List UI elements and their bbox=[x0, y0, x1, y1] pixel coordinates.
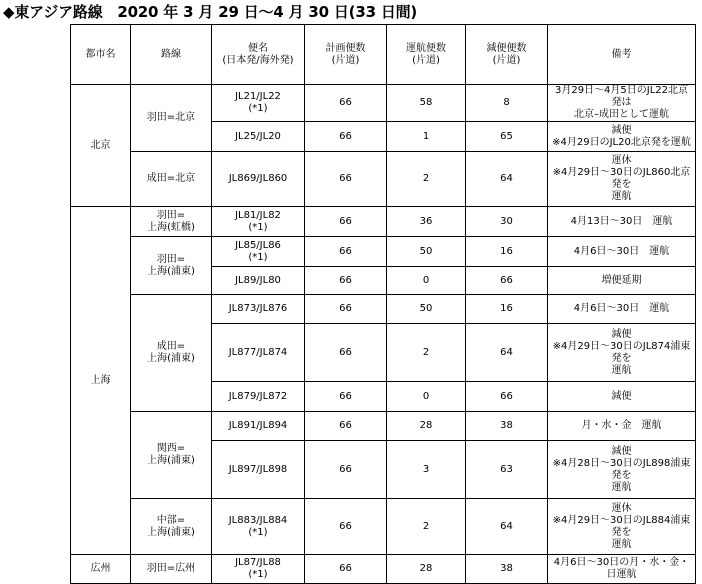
city-cell-guangzhou: 広州 bbox=[71, 555, 131, 584]
table-row bbox=[71, 412, 696, 441]
route-cell: 成田=北京 bbox=[131, 152, 212, 207]
planned-cell: 66 bbox=[305, 499, 387, 555]
table-row bbox=[71, 207, 696, 237]
reduced-cell: 8 bbox=[466, 85, 548, 122]
flight-cell: JL25/JL20 bbox=[212, 122, 305, 152]
header-remarks: 備考 bbox=[548, 25, 696, 85]
flight-cell: JL81/JL82 (*1) bbox=[212, 207, 305, 237]
flight-schedule-table bbox=[70, 24, 696, 584]
flight-cell: JL869/JL860 bbox=[212, 152, 305, 207]
planned-cell: 66 bbox=[305, 295, 387, 324]
flight-cell: JL87/JL88 (*1) bbox=[212, 555, 305, 584]
flight-cell: JL879/JL872 bbox=[212, 382, 305, 412]
operated-cell: 2 bbox=[387, 499, 466, 555]
city-cell-beijing: 北京 bbox=[71, 85, 131, 207]
flight-cell: JL877/JL874 bbox=[212, 324, 305, 382]
route-cell: 羽田=北京 bbox=[131, 85, 212, 152]
flight-cell: JL21/JL22 (*1) bbox=[212, 85, 305, 122]
planned-cell: 66 bbox=[305, 382, 387, 412]
operated-cell: 0 bbox=[387, 267, 466, 295]
operated-cell: 28 bbox=[387, 555, 466, 584]
reduced-cell: 16 bbox=[466, 295, 548, 324]
reduced-cell: 64 bbox=[466, 499, 548, 555]
header-flight: 便名 (日本発/海外発) bbox=[212, 25, 305, 85]
reduced-cell: 63 bbox=[466, 441, 548, 499]
reduced-cell: 16 bbox=[466, 237, 548, 267]
remarks-cell: 3月29日～4月5日のJL22北京発は 北京–成田として運航 bbox=[548, 85, 696, 122]
remarks-cell: 減便 ※4月29日～30日のJL874浦東発を 運航 bbox=[548, 324, 696, 382]
header-route: 路線 bbox=[131, 25, 212, 85]
planned-cell: 66 bbox=[305, 237, 387, 267]
page-title: ◆東アジア路線 2020 年 3 月 29 日～4 月 30 日(33 日間) bbox=[3, 3, 418, 21]
header-row bbox=[71, 25, 696, 85]
remarks-cell: 4月6日～30日の月・水・金・日運航 bbox=[548, 555, 696, 584]
operated-cell: 3 bbox=[387, 441, 466, 499]
operated-cell: 50 bbox=[387, 237, 466, 267]
table-row bbox=[71, 555, 696, 584]
flight-cell: JL85/JL86 (*1) bbox=[212, 237, 305, 267]
operated-cell: 36 bbox=[387, 207, 466, 237]
route-cell: 羽田= 上海(虹橋) bbox=[131, 207, 212, 237]
flight-cell: JL897/JL898 bbox=[212, 441, 305, 499]
reduced-cell: 64 bbox=[466, 324, 548, 382]
table-row bbox=[71, 295, 696, 324]
operated-cell: 0 bbox=[387, 382, 466, 412]
flight-cell: JL891/JL894 bbox=[212, 412, 305, 441]
remarks-cell: 減便 ※4月29日のJL20北京発を運航 bbox=[548, 122, 696, 152]
reduced-cell: 64 bbox=[466, 152, 548, 207]
reduced-cell: 38 bbox=[466, 555, 548, 584]
route-cell: 羽田= 上海(浦東) bbox=[131, 237, 212, 295]
route-cell: 中部= 上海(浦東) bbox=[131, 499, 212, 555]
remarks-cell: 減便 ※4月28日～30日のJL898浦東発を 運航 bbox=[548, 441, 696, 499]
operated-cell: 2 bbox=[387, 152, 466, 207]
route-cell: 成田= 上海(浦東) bbox=[131, 295, 212, 412]
planned-cell: 66 bbox=[305, 441, 387, 499]
flight-cell: JL883/JL884 (*1) bbox=[212, 499, 305, 555]
remarks-cell: 運休 ※4月29日～30日のJL884浦東発を 運航 bbox=[548, 499, 696, 555]
remarks-cell: 月・水・金 運航 bbox=[548, 412, 696, 441]
planned-cell: 66 bbox=[305, 85, 387, 122]
operated-cell: 50 bbox=[387, 295, 466, 324]
reduced-cell: 66 bbox=[466, 267, 548, 295]
planned-cell: 66 bbox=[305, 324, 387, 382]
operated-cell: 2 bbox=[387, 324, 466, 382]
header-city: 都市名 bbox=[71, 25, 131, 85]
route-cell: 羽田=広州 bbox=[131, 555, 212, 584]
route-cell: 関西= 上海(浦東) bbox=[131, 412, 212, 499]
remarks-cell: 4月13日～30日 運航 bbox=[548, 207, 696, 237]
remarks-cell: 減便 bbox=[548, 382, 696, 412]
operated-cell: 28 bbox=[387, 412, 466, 441]
reduced-cell: 30 bbox=[466, 207, 548, 237]
planned-cell: 66 bbox=[305, 555, 387, 584]
header-reduced: 減便便数 (片道) bbox=[466, 25, 548, 85]
planned-cell: 66 bbox=[305, 267, 387, 295]
header-operated: 運航便数 (片道) bbox=[387, 25, 466, 85]
operated-cell: 1 bbox=[387, 122, 466, 152]
operated-cell: 58 bbox=[387, 85, 466, 122]
remarks-cell: 4月6日～30日 運航 bbox=[548, 237, 696, 267]
flight-cell: JL89/JL80 bbox=[212, 267, 305, 295]
planned-cell: 66 bbox=[305, 207, 387, 237]
reduced-cell: 38 bbox=[466, 412, 548, 441]
table-row bbox=[71, 85, 696, 122]
table-row bbox=[71, 499, 696, 555]
planned-cell: 66 bbox=[305, 122, 387, 152]
remarks-cell: 増便延期 bbox=[548, 267, 696, 295]
planned-cell: 66 bbox=[305, 152, 387, 207]
header-planned: 計画便数 (片道) bbox=[305, 25, 387, 85]
flight-cell: JL873/JL876 bbox=[212, 295, 305, 324]
planned-cell: 66 bbox=[305, 412, 387, 441]
table-row bbox=[71, 237, 696, 267]
remarks-cell: 運休 ※4月29日～30日のJL860北京発を 運航 bbox=[548, 152, 696, 207]
remarks-cell: 4月6日～30日 運航 bbox=[548, 295, 696, 324]
reduced-cell: 65 bbox=[466, 122, 548, 152]
table-row bbox=[71, 152, 696, 207]
reduced-cell: 66 bbox=[466, 382, 548, 412]
city-cell-shanghai: 上海 bbox=[71, 207, 131, 555]
